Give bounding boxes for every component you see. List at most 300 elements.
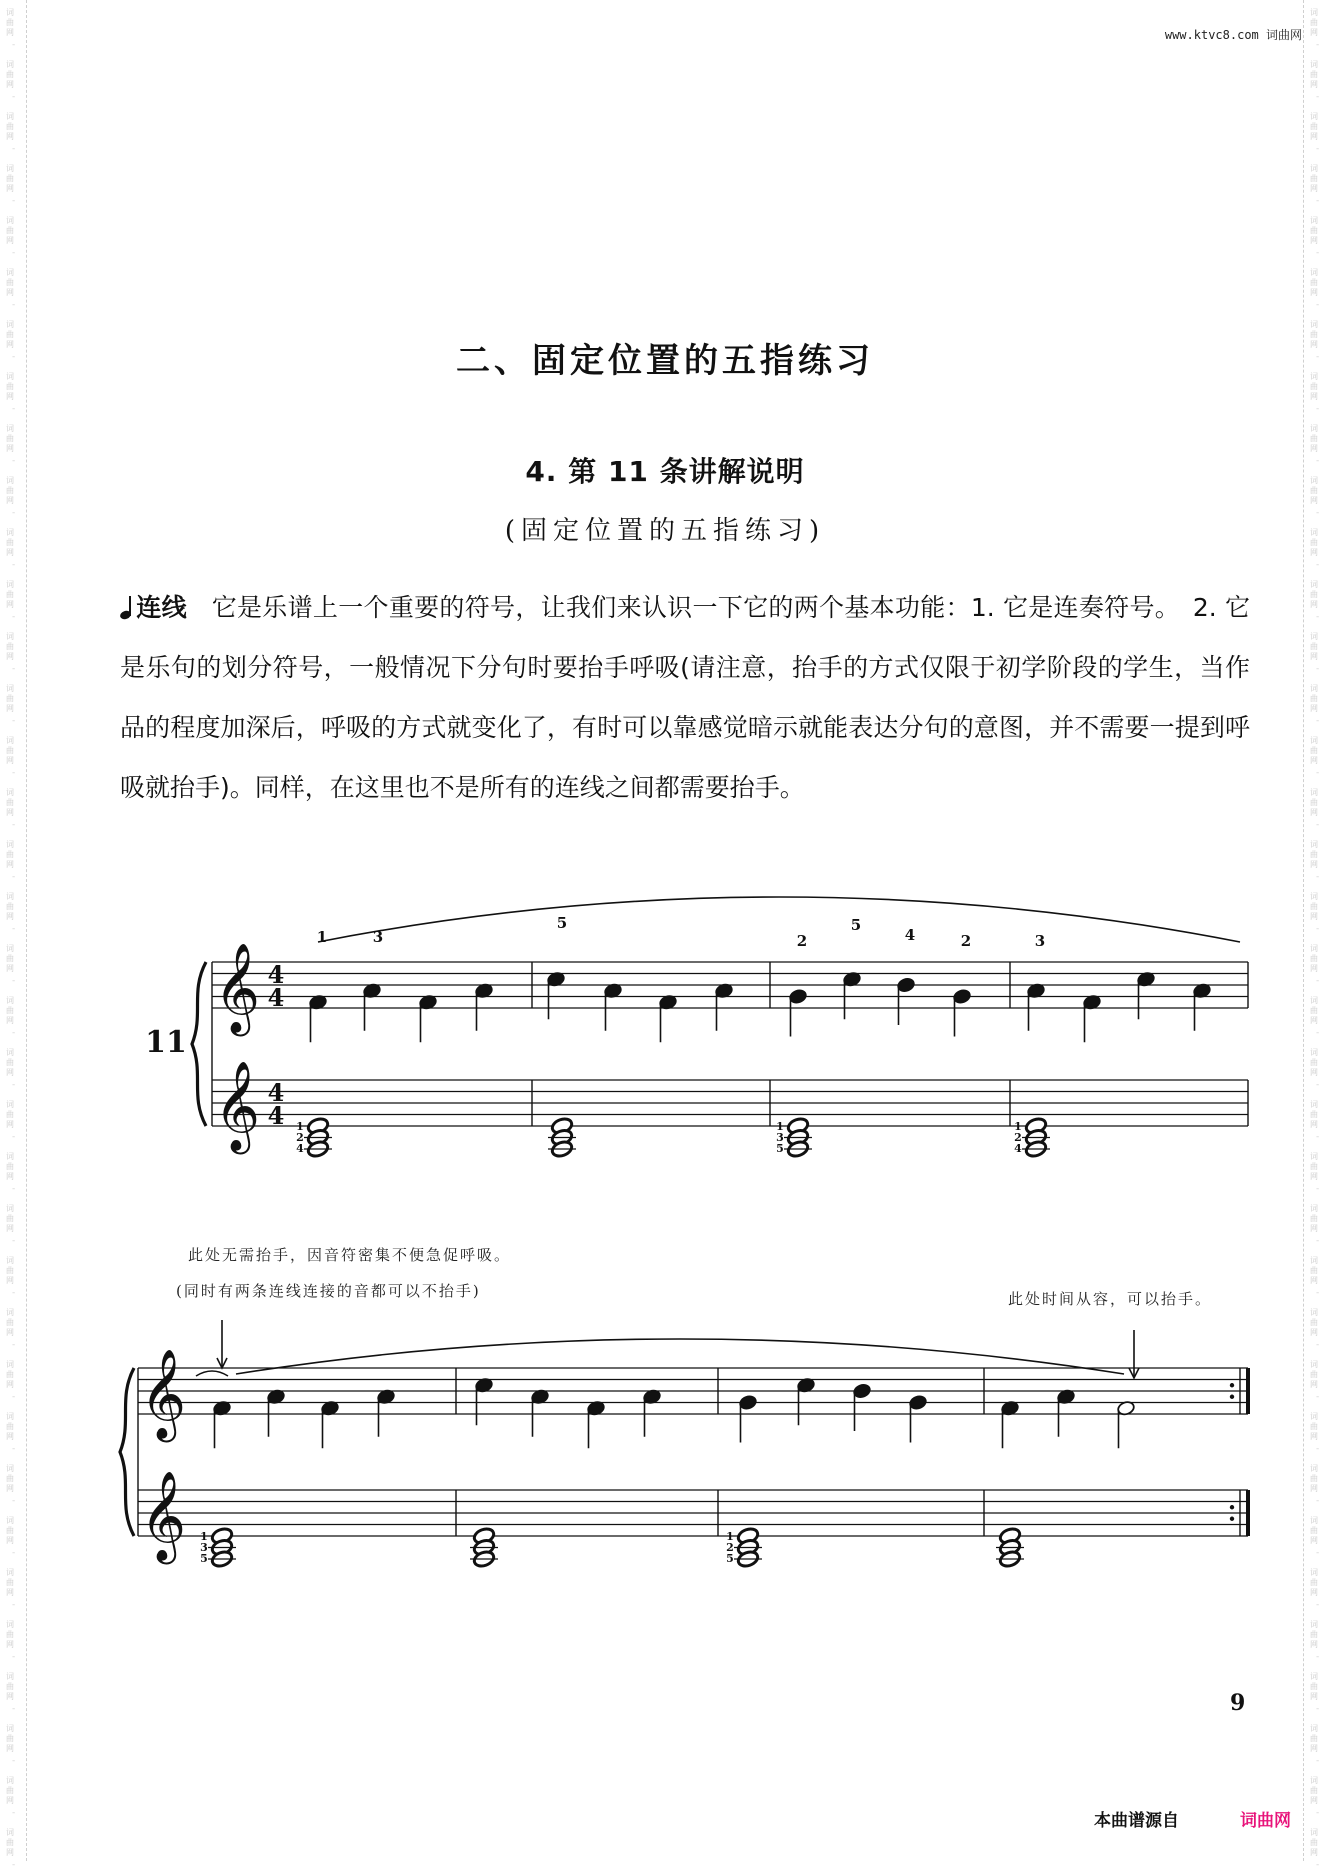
watermark-char: 词 — [6, 8, 14, 17]
watermark-char: 曲 — [6, 122, 14, 131]
watermark-char: 曲 — [6, 70, 14, 79]
watermark-char: 词 — [6, 216, 14, 225]
watermark-char: 词 — [6, 164, 14, 173]
watermark-char: 曲 — [1310, 1630, 1318, 1639]
watermark-char: 网 — [1310, 1172, 1318, 1181]
watermark-char: 曲 — [6, 486, 14, 495]
watermark-char: 网 — [1310, 1120, 1318, 1129]
watermark-char: 曲 — [1310, 746, 1318, 755]
watermark-char: 词 — [6, 1100, 14, 1109]
watermark-char: 网 — [1310, 704, 1318, 713]
watermark-char: 网 — [6, 1744, 14, 1753]
watermark-char: 曲 — [6, 1682, 14, 1691]
watermark-char: 词 — [1310, 528, 1318, 537]
note-head — [788, 988, 807, 1004]
watermark-char: 网 — [6, 80, 14, 89]
watermark-dash: - — [12, 1704, 16, 1714]
watermark-char: 词 — [6, 996, 14, 1005]
watermark-char: 曲 — [1310, 226, 1318, 235]
watermark-char: 词 — [1310, 788, 1318, 797]
watermark-char: 曲 — [6, 1162, 14, 1171]
watermark-char: 网 — [1310, 1016, 1318, 1025]
watermark-char: 词 — [6, 1516, 14, 1525]
watermark-char: 曲 — [1310, 1838, 1318, 1847]
watermark-dash: - — [12, 1600, 16, 1610]
watermark-dash: - — [12, 300, 16, 310]
chord-fingering: 5 — [776, 1142, 784, 1155]
watermark-char: 网 — [6, 548, 14, 557]
watermark-char: 曲 — [1310, 122, 1318, 131]
watermark-char: 曲 — [6, 382, 14, 391]
time-signature-bottom: 4 — [267, 983, 285, 1012]
watermark-char: 网 — [1310, 1744, 1318, 1753]
watermark-dash: - — [1316, 404, 1320, 414]
watermark-char: 网 — [6, 132, 14, 141]
watermark-char: 曲 — [1310, 330, 1318, 339]
watermark-char: 词 — [6, 892, 14, 901]
watermark-char: 词 — [6, 1672, 14, 1681]
watermark-char: 网 — [1310, 1796, 1318, 1805]
chord-fingering: 5 — [200, 1552, 208, 1565]
watermark-char: 词 — [1310, 1568, 1318, 1577]
treble-clef: 𝄞 — [140, 1471, 187, 1561]
watermark-char: 词 — [1310, 320, 1318, 329]
watermark-dash: - — [1316, 924, 1320, 934]
repeat-dot — [1230, 1505, 1234, 1509]
annotation-can-lift: 此处时间从容，可以抬手。 — [1008, 1290, 1213, 1308]
watermark-char: 曲 — [6, 278, 14, 287]
watermark-char: 曲 — [6, 1006, 14, 1015]
watermark-char: 网 — [1310, 340, 1318, 349]
watermark-char: 网 — [1310, 808, 1318, 817]
fingering-number: 5 — [556, 914, 568, 932]
watermark-char: 词 — [1310, 1204, 1318, 1213]
watermark-dash: - — [12, 1028, 16, 1038]
watermark-dash: - — [12, 612, 16, 622]
watermark-char: 网 — [6, 1588, 14, 1597]
watermark-dash: - — [12, 92, 16, 102]
watermark-dash: - — [1316, 1236, 1320, 1246]
watermark-char: 词 — [6, 1776, 14, 1785]
watermark-char: 词 — [1310, 164, 1318, 173]
watermark-dash: - — [12, 1392, 16, 1402]
watermark-char: 网 — [6, 1016, 14, 1025]
watermark-char: 曲 — [1310, 1422, 1318, 1431]
watermark-char: 曲 — [1310, 1474, 1318, 1483]
watermark-char: 网 — [1310, 392, 1318, 401]
watermark-char: 网 — [6, 1276, 14, 1285]
watermark-char: 网 — [1310, 444, 1318, 453]
watermark-char: 词 — [6, 1152, 14, 1161]
watermark-char: 曲 — [1310, 538, 1318, 547]
chord-fingering: 1 — [1014, 1120, 1022, 1133]
watermark-char: 词 — [1310, 1048, 1318, 1057]
watermark-char: 网 — [6, 704, 14, 713]
watermark-char: 词 — [1310, 216, 1318, 225]
watermark-char: 曲 — [1310, 1786, 1318, 1795]
watermark-char: 词 — [1310, 112, 1318, 121]
watermark-dash: - — [1316, 612, 1320, 622]
watermark-char: 网 — [6, 756, 14, 765]
watermark-char: 词 — [6, 60, 14, 69]
watermark-dash: - — [12, 144, 16, 154]
fingering-number: 2 — [796, 932, 808, 950]
watermark-char: 曲 — [6, 1630, 14, 1639]
watermark-char: 词 — [1310, 632, 1318, 641]
watermark-char: 词 — [1310, 892, 1318, 901]
watermark-dash: - — [1316, 1652, 1320, 1662]
grand-staff-brace — [120, 1368, 134, 1536]
watermark-dash: - — [12, 508, 16, 518]
exercise-number: 11 — [145, 1025, 187, 1060]
watermark-char: 曲 — [6, 1786, 14, 1795]
page-title: 二、固定位置的五指练习 — [456, 341, 874, 381]
watermark-char: 网 — [6, 964, 14, 973]
watermark-char: 词 — [6, 372, 14, 381]
watermark-char: 网 — [6, 184, 14, 193]
brand-logo[interactable]: 词曲网 — [1240, 1811, 1291, 1831]
watermark-char: 曲 — [6, 18, 14, 27]
watermark-char: 网 — [6, 1120, 14, 1129]
page-number: 9 — [1230, 1690, 1246, 1716]
watermark-char: 网 — [1310, 964, 1318, 973]
watermark-dash: - — [12, 1184, 16, 1194]
watermark-char: 曲 — [6, 1734, 14, 1743]
watermark-char: 曲 — [1310, 1006, 1318, 1015]
watermark-char: 曲 — [6, 902, 14, 911]
watermark-dash: - — [1316, 300, 1320, 310]
watermark-char: 网 — [6, 1432, 14, 1441]
watermark-dash: - — [12, 196, 16, 206]
watermark-char: 网 — [1310, 236, 1318, 245]
fingering-number: 2 — [960, 932, 972, 950]
watermark-char: 词 — [1310, 8, 1318, 17]
watermark-char: 曲 — [1310, 694, 1318, 703]
watermark-char: 曲 — [6, 1578, 14, 1587]
watermark-char: 词 — [1310, 1620, 1318, 1629]
watermark-char: 网 — [6, 340, 14, 349]
watermark-char: 曲 — [1310, 1578, 1318, 1587]
watermark-char: 曲 — [1310, 486, 1318, 495]
watermark-char: 词 — [6, 736, 14, 745]
fingering-number: 5 — [850, 916, 862, 934]
watermark-char: 曲 — [1310, 1266, 1318, 1275]
repeat-dot — [1230, 1395, 1234, 1399]
watermark-char: 曲 — [1310, 1110, 1318, 1119]
watermark-dash: - — [12, 40, 16, 50]
watermark-char: 词 — [1310, 1776, 1318, 1785]
note-head — [738, 1394, 757, 1410]
watermark-char: 曲 — [1310, 1214, 1318, 1223]
fingering-number: 1 — [316, 928, 328, 946]
watermark-dash: - — [1316, 1496, 1320, 1506]
note-head — [952, 988, 971, 1004]
watermark-char: 词 — [1310, 268, 1318, 277]
watermark-char: 网 — [1310, 132, 1318, 141]
annotation-no-lift-note: (同时有两条连线连接的音都可以不抬手) — [176, 1282, 481, 1300]
watermark-char: 词 — [6, 112, 14, 121]
chord-fingering: 1 — [776, 1120, 784, 1133]
grand-staff-brace — [192, 962, 206, 1126]
watermark-char: 词 — [1310, 736, 1318, 745]
watermark-dash: - — [1316, 716, 1320, 726]
watermark-char: 词 — [6, 268, 14, 277]
watermark-dash: - — [1316, 664, 1320, 674]
time-signature-top: 4 — [267, 960, 285, 989]
watermark-char: 词 — [6, 580, 14, 589]
watermark-dash: - — [1316, 144, 1320, 154]
watermark-char: 曲 — [6, 1370, 14, 1379]
chord-fingering: 2 — [1014, 1131, 1022, 1144]
watermark-char: 网 — [1310, 860, 1318, 869]
explanation-text: 它是乐谱上一个重要的符号，让我们来认识一下它的两个基本功能：1. 它是连奏符号。 2. 它是乐句的划分符号，一般情况下分句时要抬手呼吸(请注意，抬手的方式仅限于初学阶段的学生，当作品的程度加深后，呼吸的方式就变化了，有时可以靠感觉暗示就能表达分句的意图，并不需要一提到呼吸就抬手)。同样，在这里也不是所有的连线之间都需要抬手。 — [120, 593, 1250, 802]
annotation-no-lift: 此处无需抬手，因音符密集不便急促呼吸。 — [188, 1246, 512, 1264]
watermark-char: 词 — [6, 424, 14, 433]
watermark-dash: - — [12, 664, 16, 674]
watermark-char: 曲 — [1310, 434, 1318, 443]
watermark-char: 曲 — [6, 1474, 14, 1483]
watermark-char: 曲 — [6, 434, 14, 443]
watermark-dash: - — [12, 1652, 16, 1662]
watermark-dash: - — [12, 1496, 16, 1506]
watermark-char: 曲 — [6, 1838, 14, 1847]
watermark-char: 曲 — [6, 538, 14, 547]
watermark-char: 词 — [1310, 1516, 1318, 1525]
watermark-dash: - — [12, 1236, 16, 1246]
watermark-dash: - — [1316, 1704, 1320, 1714]
site-url[interactable]: www.ktvc8.com 词曲网 — [1164, 28, 1302, 42]
watermark-char: 曲 — [6, 1318, 14, 1327]
watermark-dash: - — [1316, 1184, 1320, 1194]
watermark-char: 词 — [6, 1204, 14, 1213]
watermark-dash: - — [1316, 1600, 1320, 1610]
watermark-dash: - — [12, 820, 16, 830]
watermark-char: 词 — [1310, 1360, 1318, 1369]
watermark-char: 曲 — [1310, 382, 1318, 391]
watermark-dash: - — [1316, 768, 1320, 778]
watermark-char: 曲 — [6, 1422, 14, 1431]
watermark-char: 词 — [6, 1568, 14, 1577]
watermark-dash: - — [1316, 196, 1320, 206]
watermark-char: 曲 — [1310, 70, 1318, 79]
watermark-char: 网 — [6, 860, 14, 869]
watermark-char: 网 — [1310, 496, 1318, 505]
chord-fingering: 3 — [776, 1131, 784, 1144]
note-head — [908, 1394, 927, 1410]
watermark-dash: - — [1316, 456, 1320, 466]
watermark-char: 曲 — [6, 798, 14, 807]
watermark-dash: - — [12, 1444, 16, 1454]
watermark-char: 词 — [6, 1048, 14, 1057]
watermark-dash: - — [1316, 872, 1320, 882]
watermark-dash: - — [1316, 1392, 1320, 1402]
watermark-dash: - — [1316, 1288, 1320, 1298]
repeat-dot — [1230, 1517, 1234, 1521]
watermark-char: 网 — [6, 444, 14, 453]
watermark-char: 词 — [1310, 476, 1318, 485]
watermark-char: 曲 — [1310, 1526, 1318, 1535]
keyword-slur: 连线 — [136, 593, 187, 622]
watermark-char: 曲 — [6, 1214, 14, 1223]
watermark-dash: - — [12, 1860, 16, 1870]
fingering-number: 3 — [1034, 932, 1046, 950]
watermark-dash: - — [1316, 1548, 1320, 1558]
watermark-dash: - — [12, 456, 16, 466]
watermark-char: 曲 — [6, 1266, 14, 1275]
watermark-char: 曲 — [1310, 1058, 1318, 1067]
watermark-dash: - — [12, 768, 16, 778]
watermark-char: 网 — [6, 1848, 14, 1857]
watermark-char: 网 — [1310, 1848, 1318, 1857]
watermark-char: 网 — [6, 1484, 14, 1493]
watermark-dash: - — [12, 1756, 16, 1766]
note-head — [896, 977, 915, 993]
watermark-char: 词 — [6, 840, 14, 849]
chord-fingering: 2 — [726, 1541, 734, 1554]
chord-fingering: 1 — [726, 1530, 734, 1543]
watermark-dash: - — [1316, 92, 1320, 102]
watermark-char: 网 — [1310, 28, 1318, 37]
watermark-char: 网 — [6, 1224, 14, 1233]
watermark-dash: - — [1316, 560, 1320, 570]
section-subtitle-note: (固定位置的五指练习) — [504, 516, 826, 546]
watermark-char: 网 — [1310, 80, 1318, 89]
watermark-char: 曲 — [1310, 954, 1318, 963]
watermark-char: 网 — [6, 912, 14, 921]
note-head — [852, 1383, 871, 1399]
time-signature-top: 4 — [267, 1078, 285, 1107]
watermark-dash: - — [12, 976, 16, 986]
watermark-char: 词 — [6, 684, 14, 693]
chord-fingering: 3 — [200, 1541, 208, 1554]
watermark-char: 曲 — [6, 746, 14, 755]
watermark-char: 网 — [1310, 652, 1318, 661]
watermark-char: 网 — [1310, 912, 1318, 921]
slur — [318, 897, 1240, 942]
chord-fingering: 1 — [296, 1120, 304, 1133]
watermark-char: 词 — [1310, 1724, 1318, 1733]
watermark-char: 曲 — [6, 226, 14, 235]
watermark-dash: - — [12, 716, 16, 726]
watermark-char: 词 — [1310, 944, 1318, 953]
chord-fingering: 4 — [296, 1142, 304, 1155]
watermark-char: 网 — [6, 1068, 14, 1077]
watermark-char: 网 — [6, 28, 14, 37]
slur — [236, 1339, 1124, 1374]
watermark-char: 网 — [1310, 1380, 1318, 1389]
treble-clef: 𝄞 — [214, 1061, 261, 1151]
watermark-dash: - — [1316, 1028, 1320, 1038]
watermark-char: 曲 — [1310, 902, 1318, 911]
watermark-dash: - — [12, 1808, 16, 1818]
watermark-char: 曲 — [1310, 1370, 1318, 1379]
watermark-char: 词 — [6, 1724, 14, 1733]
watermark-char: 词 — [1310, 684, 1318, 693]
watermark-char: 曲 — [1310, 278, 1318, 287]
watermark-char: 曲 — [6, 1526, 14, 1535]
watermark-char: 词 — [1310, 372, 1318, 381]
section-subtitle: 4. 第 11 条讲解说明 — [525, 455, 805, 488]
watermark-char: 网 — [6, 1172, 14, 1181]
watermark-char: 词 — [1310, 1412, 1318, 1421]
watermark-char: 词 — [1310, 1464, 1318, 1473]
fingering-number: 3 — [372, 928, 384, 946]
watermark-dash: - — [12, 352, 16, 362]
watermark-char: 词 — [1310, 1828, 1318, 1837]
watermark-char: 词 — [1310, 424, 1318, 433]
watermark-char: 网 — [1310, 184, 1318, 193]
watermark-char: 词 — [1310, 996, 1318, 1005]
watermark-char: 网 — [1310, 1640, 1318, 1649]
watermark-char: 网 — [6, 288, 14, 297]
watermark-dash: - — [1316, 1756, 1320, 1766]
watermark-dash: - — [12, 1080, 16, 1090]
watermark-char: 网 — [1310, 1484, 1318, 1493]
watermark-dash: - — [1316, 1444, 1320, 1454]
watermark-dash: - — [1316, 1132, 1320, 1142]
watermark-char: 词 — [6, 944, 14, 953]
watermark-dash: - — [12, 924, 16, 934]
watermark-char: 曲 — [6, 694, 14, 703]
watermark-char: 网 — [6, 808, 14, 817]
watermark-char: 网 — [6, 1328, 14, 1337]
watermark-char: 词 — [6, 1828, 14, 1837]
watermark-char: 词 — [1310, 1152, 1318, 1161]
chord-fingering: 5 — [726, 1552, 734, 1565]
watermark-char: 词 — [1310, 1672, 1318, 1681]
watermark-char: 词 — [1310, 840, 1318, 849]
watermark-dash: - — [1316, 248, 1320, 258]
watermark-char: 词 — [6, 788, 14, 797]
watermark-char: 网 — [1310, 1328, 1318, 1337]
watermark-dash: - — [1316, 352, 1320, 362]
watermark-dash: - — [12, 1340, 16, 1350]
chord-fingering: 1 — [200, 1530, 208, 1543]
watermark-char: 曲 — [6, 174, 14, 183]
watermark-char: 曲 — [1310, 590, 1318, 599]
watermark-char: 词 — [6, 1256, 14, 1265]
watermark-char: 词 — [6, 476, 14, 485]
watermark-char: 曲 — [1310, 1318, 1318, 1327]
watermark-dash: - — [1316, 976, 1320, 986]
watermark-char: 词 — [6, 528, 14, 537]
watermark-char: 曲 — [6, 850, 14, 859]
watermark-dash: - — [12, 404, 16, 414]
watermark-char: 网 — [6, 1692, 14, 1701]
watermark-char: 曲 — [6, 954, 14, 963]
watermark-char: 词 — [6, 1412, 14, 1421]
watermark-char: 网 — [1310, 288, 1318, 297]
watermark-dash: - — [12, 1288, 16, 1298]
watermark-dash: - — [1316, 1080, 1320, 1090]
watermark-dash: - — [1316, 820, 1320, 830]
watermark-char: 词 — [1310, 60, 1318, 69]
chord-fingering: 4 — [1014, 1142, 1022, 1155]
watermark-dash: - — [12, 1132, 16, 1142]
watermark-char: 网 — [1310, 1432, 1318, 1441]
watermark-char: 曲 — [1310, 1734, 1318, 1743]
watermark-dash: - — [12, 248, 16, 258]
treble-clef: 𝄞 — [140, 1349, 187, 1439]
watermark-char: 曲 — [1310, 850, 1318, 859]
watermark-char: 词 — [6, 1308, 14, 1317]
watermark-char: 词 — [6, 1620, 14, 1629]
watermark-char: 网 — [1310, 1536, 1318, 1545]
watermark-char: 网 — [1310, 1068, 1318, 1077]
watermark-char: 曲 — [1310, 18, 1318, 27]
source-note: 本曲谱源自 — [1094, 1811, 1179, 1831]
watermark-char: 网 — [6, 392, 14, 401]
